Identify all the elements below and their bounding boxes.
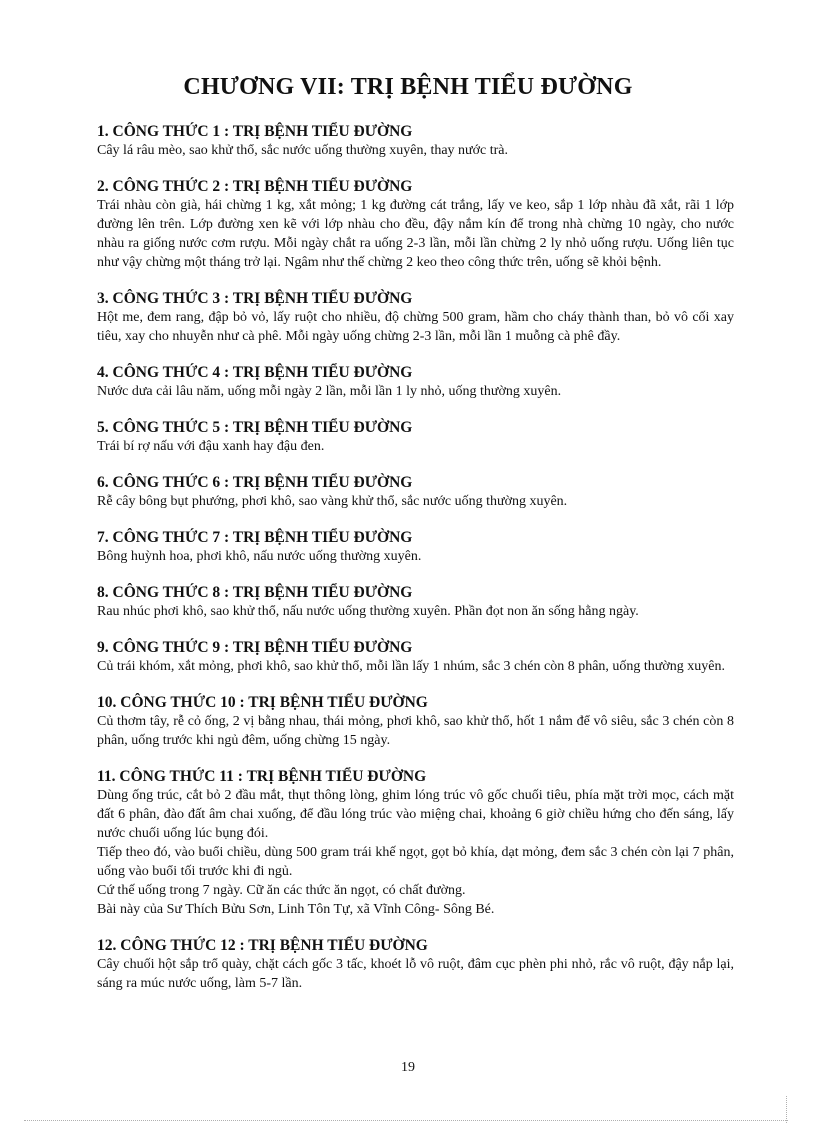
page-corner-border (786, 1096, 787, 1123)
page-bottom-border (24, 1120, 788, 1121)
recipe-text: Trái bí rợ nấu với đậu xanh hay đậu đen. (97, 439, 325, 454)
recipe-text: Nước dưa cải lâu năm, uống mỗi ngày 2 lần, mỗi lần 1 ly nhỏ, uống thường xuyên. (97, 384, 562, 399)
recipe-section (97, 289, 734, 346)
recipe-text: Cây chuối hột sắp trổ quày, chặt cách gốc 3 tấc, khoét lỗ vô ruột, đâm cục phèn phi nhỏ, rắc vô ruột, đậy nắp lại, sáng ra múc nước uống, làm 5-7 lần. (97, 957, 734, 991)
page-number: 19 (401, 1060, 415, 1075)
recipe-heading: 5. CÔNG THỨC 5 : TRỊ BỆNH TIỂU ĐƯỜNG (97, 419, 413, 436)
recipe-section (97, 122, 734, 160)
recipe-heading: 11. CÔNG THỨC 11 : TRỊ BỆNH TIỂU ĐƯỜNG (97, 768, 427, 785)
chapter-title: CHƯƠNG VII: TRỊ BỆNH TIỂU ĐƯỜNG (183, 74, 633, 100)
recipe-list (97, 122, 734, 1010)
recipe-section (97, 936, 734, 993)
recipe-text: Bông huỳnh hoa, phơi khô, nấu nước uống thường xuyên. (97, 549, 422, 564)
recipe-section (97, 583, 734, 621)
recipe-section (97, 693, 734, 750)
recipe-text: Củ thơm tây, rễ cỏ ống, 2 vị bằng nhau, thái mỏng, phơi khô, sao khử thổ, hốt 1 nắm để vô siêu, sắc 3 chén còn 8 phân, uống trước khi ngủ đêm, uống chừng 15 ngày. (97, 714, 734, 748)
recipe-text: Bài này của Sư Thích Bửu Sơn, Linh Tôn Tự, xã Vĩnh Công- Sông Bé. (97, 902, 495, 917)
recipe-section (97, 528, 734, 566)
recipe-text: Cây lá râu mèo, sao khử thổ, sắc nước uống thường xuyên, thay nước trà. (97, 143, 509, 158)
recipe-text: Dùng ống trúc, cắt bỏ 2 đầu mắt, thụt thông lòng, ghim lóng trúc vô gốc chuối tiêu, phía mặt trời mọc, cách mặt đất 6 phân, đào đất âm chai xuống, để đầu lóng trúc vào miệng chai, khoảng 6 giờ chiều hứng cho đến sáng, lấy nước chuối uống lúc bụng đói. (97, 788, 734, 841)
recipe-heading: 8. CÔNG THỨC 8 : TRỊ BỆNH TIỂU ĐƯỜNG (97, 584, 413, 601)
recipe-heading: 6. CÔNG THỨC 6 : TRỊ BỆNH TIỂU ĐƯỜNG (97, 474, 413, 491)
recipe-text: Rễ cây bông bụt phướng, phơi khô, sao vàng khử thổ, sắc nước uống thường xuyên. (97, 494, 568, 509)
recipe-heading: 12. CÔNG THỨC 12 : TRỊ BỆNH TIỂU ĐƯỜNG (97, 937, 428, 954)
recipe-heading: 3. CÔNG THỨC 3 : TRỊ BỆNH TIỂU ĐƯỜNG (97, 290, 413, 307)
recipe-heading: 9. CÔNG THỨC 9 : TRỊ BỆNH TIỂU ĐƯỜNG (97, 639, 413, 656)
recipe-section (97, 638, 734, 676)
recipe-heading: 10. CÔNG THỨC 10 : TRỊ BỆNH TIỂU ĐƯỜNG (97, 694, 428, 711)
recipe-section (97, 363, 734, 401)
recipe-heading: 4. CÔNG THỨC 4 : TRỊ BỆNH TIỂU ĐƯỜNG (97, 364, 413, 381)
recipe-heading: 1. CÔNG THỨC 1 : TRỊ BỆNH TIỂU ĐƯỜNG (97, 123, 413, 140)
recipe-text: Trái nhàu còn già, hái chừng 1 kg, xắt mỏng; 1 kg đường cát trắng, lấy ve keo, sắp 1 lớp nhàu đã xắt, rãi 1 lớp đường lên trên. Lớp đường xen kẽ với lớp nhàu cho đều, đậy nắm kín để trong nhà chừng 10 ngày, cho nước nhàu ra giống nước cơm rượu. Mỗi ngày chắt ra uống 2-3 lần, mỗi lần chừng 2 ly nhỏ uống rượu. Uống liên tục như vậy chừng một tháng trở lại. Ngâm như thế chừng 2 keo theo công thức trên, uống sẽ khỏi bệnh. (97, 198, 734, 270)
recipe-section (97, 177, 734, 272)
recipe-text: Củ trái khóm, xắt mỏng, phơi khô, sao khử thổ, mỗi lần lấy 1 nhúm, sắc 3 chén còn 8 phân, uống thường xuyên. (97, 659, 726, 674)
recipe-section (97, 418, 734, 456)
recipe-text: Rau nhúc phơi khô, sao khử thổ, nấu nước uống thường xuyên. Phần đọt non ăn sống hằng ngày. (97, 604, 639, 619)
recipe-heading: 2. CÔNG THỨC 2 : TRỊ BỆNH TIỂU ĐƯỜNG (97, 178, 413, 195)
recipe-text: Cứ thế uống trong 7 ngày. Cữ ăn các thức ăn ngọt, có chất đường. (97, 883, 466, 898)
recipe-section (97, 767, 734, 919)
recipe-text: Tiếp theo đó, vào buổi chiều, dùng 500 gram trái khế ngọt, gọt bỏ khía, dạt mỏng, đem sắc 3 chén còn lại 7 phân, uống vào buổi tối trước khi đi ngủ. (97, 845, 734, 879)
recipe-heading: 7. CÔNG THỨC 7 : TRỊ BỆNH TIỂU ĐƯỜNG (97, 529, 413, 546)
recipe-text: Hột me, đem rang, đập bỏ vỏ, lấy ruột cho nhiều, độ chừng 500 gram, hầm cho cháy thành than, bỏ vô cối xay tiêu, xay cho nhuyễn như cà phê. Mỗi ngày uống chừng 2-3 lần, mỗi lần 1 muỗng cà phê đầy. (97, 310, 734, 344)
recipe-section (97, 473, 734, 511)
